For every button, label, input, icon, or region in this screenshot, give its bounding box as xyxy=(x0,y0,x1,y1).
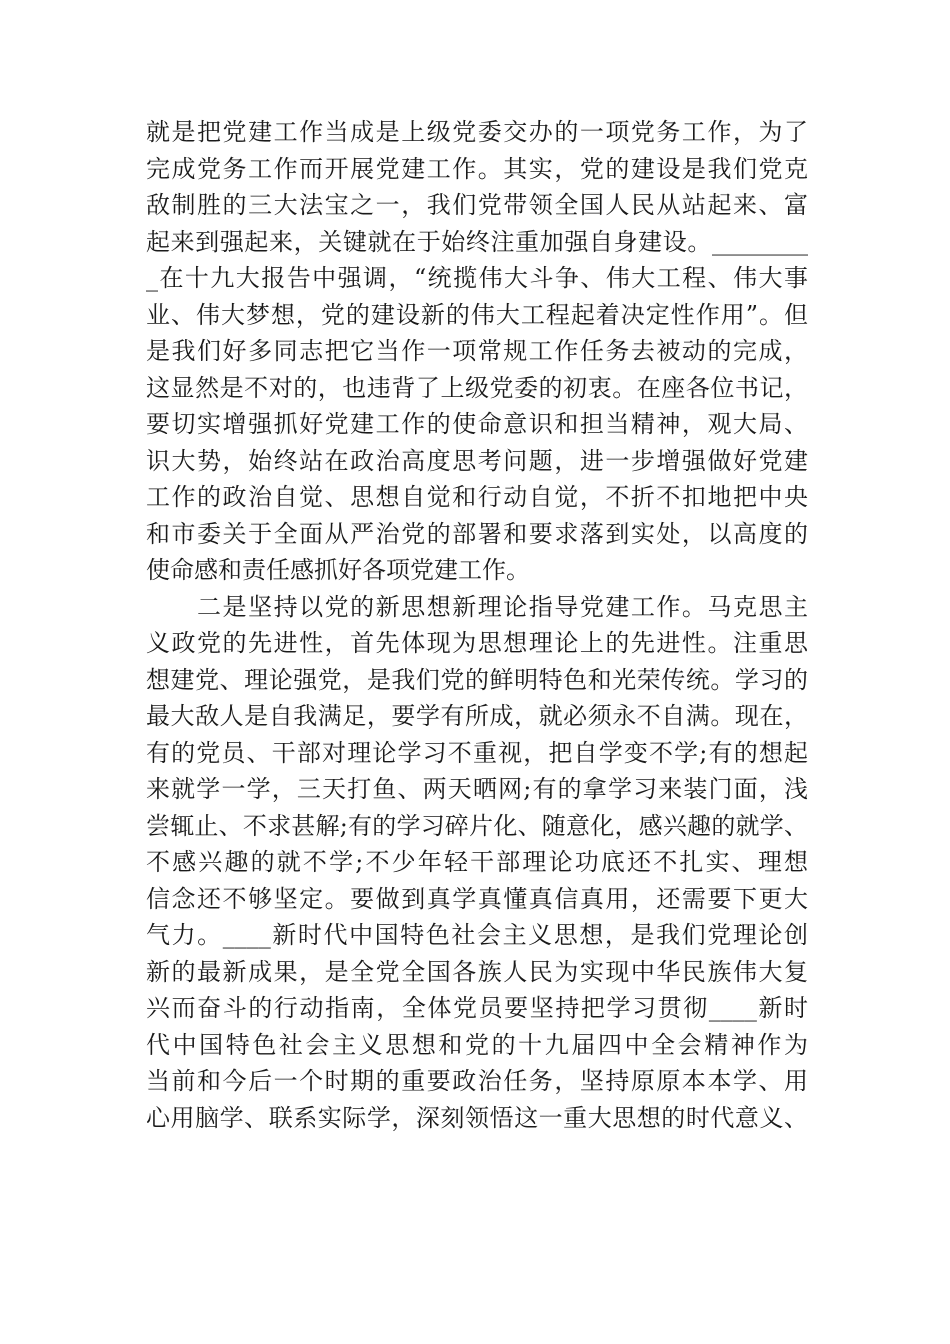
text-line: 有的党员、干部对理论学习不重视，把自学变不学;有的想起 xyxy=(146,738,808,767)
text-line: 新的最新成果，是全党全国各族人民为实现中华民族伟大复 xyxy=(146,957,808,986)
text-line: 和市委关于全面从严治党的部署和要求落到实处，以高度的 xyxy=(146,519,808,548)
text-line: 最大敌人是自我满足，要学有所成，就必须永不自满。现在， xyxy=(146,702,808,730)
text-line: 来就学一学，三天打鱼、两天晒网;有的拿学习来装门面，浅 xyxy=(146,775,808,803)
text-line: 识大势，始终站在政治高度思考问题，进一步增强做好党建 xyxy=(146,446,808,475)
text-line: 信念还不够坚定。要做到真学真懂真信真用，还需要下更大 xyxy=(146,884,808,913)
text-line: 心用脑学、联系实际学，深刻领悟这一重大思想的时代意义、 xyxy=(146,1103,808,1132)
text-line: 尝辄止、不求甚解;有的学习碎片化、随意化，感兴趣的就学、 xyxy=(146,811,808,840)
text-line: 兴而奋斗的行动指南，全体党员要坚持把学习贯彻____新时 xyxy=(146,994,808,1022)
text-line: 代中国特色社会主义思想和党的十九届四中全会精神作为 xyxy=(146,1030,808,1059)
text-line: 业、伟大梦想，党的建设新的伟大工程起着决定性作用”。但 xyxy=(146,300,808,329)
text-line: 二是坚持以党的新思想新理论指导党建工作。马克思主 xyxy=(146,592,808,621)
text-line: 就是把党建工作当成是上级党委交办的一项党务工作，为了 xyxy=(146,118,808,146)
text-line: 当前和今后一个时期的重要政治任务，坚持原原本本学、用 xyxy=(146,1067,808,1095)
body-text xyxy=(146,114,808,1136)
text-line: 这显然是不对的，也违背了上级党委的初衷。在座各位书记， xyxy=(146,373,808,402)
text-line: 使命感和责任感抓好各项党建工作。 xyxy=(146,556,530,584)
text-line: 是我们好多同志把它当作一项常规工作任务去被动的完成， xyxy=(146,337,808,365)
text-line: 想建党、理论强党，是我们党的鲜明特色和光荣传统。学习的 xyxy=(146,665,808,694)
text-line: 要切实增强抓好党建工作的使命意识和担当精神，观大局、 xyxy=(146,410,808,438)
text-line: 敌制胜的三大法宝之一，我们党带领全国人民从站起来、富 xyxy=(146,191,808,219)
text-line: 工作的政治自觉、思想自觉和行动自觉，不折不扣地把中央 xyxy=(146,483,808,511)
text-line: 不感兴趣的就不学;不少年轻干部理论功底还不扎实、理想 xyxy=(146,848,808,876)
text-line: 义政党的先进性，首先体现为思想理论上的先进性。注重思 xyxy=(146,629,808,657)
text-line: _在十九大报告中强调，“统揽伟大斗争、伟大工程、伟大事 xyxy=(146,264,808,292)
text-line: 气力。____新时代中国特色社会主义思想，是我们党理论创 xyxy=(146,921,808,949)
text-line: 起来到强起来，关键就在于始终注重加强自身建设。________ xyxy=(146,227,808,256)
text-line: 完成党务工作而开展党建工作。其实，党的建设是我们党克 xyxy=(146,154,808,183)
